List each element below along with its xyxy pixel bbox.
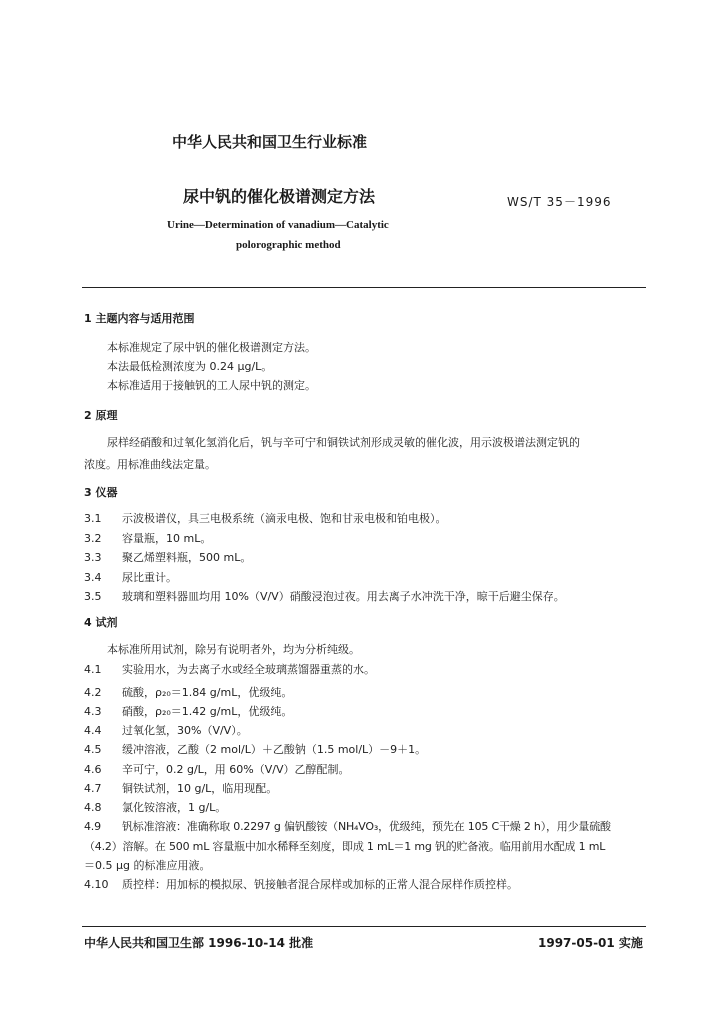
item-number: 3.5 <box>84 590 102 603</box>
list-item <box>84 741 426 757</box>
document-title-en-line1: Urine—Determination of vanadium—Catalytic <box>167 219 389 231</box>
item-number: 4.4 <box>84 724 102 737</box>
item-number: 4.7 <box>84 782 102 795</box>
item-text: 玻璃和塑料器皿均用 10%（V/V）硝酸浸泡过夜。用去离子水冲洗干净，晾干后避尘保存。 <box>122 590 565 603</box>
org-title: 中华人民共和国卫生行业标准 <box>172 133 368 151</box>
item-text: 缓冲溶液，乙酸（2 mol/L）＋乙酸钠（1.5 mol/L）－9＋1。 <box>122 743 427 756</box>
item-text: 聚乙烯塑料瓶，500 mL。 <box>122 551 252 564</box>
item-text: 示波极谱仪，具三电极系统（滴汞电极、饱和甘汞电极和铂电极）。 <box>122 512 447 525</box>
item-number: 4.9 <box>84 820 101 833</box>
item-text: 氯化铵溶液，1 g/L。 <box>122 801 227 814</box>
document-title-en-line2: polorographic method <box>236 239 341 251</box>
item-number: 3.2 <box>84 532 102 545</box>
list-item <box>84 761 350 777</box>
s2-line-1: 尿样经硝酸和过氧化氢消化后，钒与辛可宁和铜铁试剂形成灵敏的催化波，用示波极谱法测定钒的 <box>107 436 580 449</box>
list-item <box>84 661 375 677</box>
s4-intro: 本标准所用试剂，除另有说明者外，均为分析纯级。 <box>107 643 360 656</box>
item-text: 质控样：用加标的模拟尿、钒接触者混合尿样或加标的正常人混合尿样作质控样。 <box>122 878 518 891</box>
item-number: 4.10 <box>84 878 109 891</box>
item-text: 钒标准溶液：准确称取 0.2297 g 偏钒酸铵（NH₄VO₃，优级纯，预先在 105 C干燥 2 h），用少量硫酸 <box>122 820 611 833</box>
list-item <box>84 780 277 796</box>
s1-line-1: 本标准规定了尿中钒的催化极谱测定方法。 <box>107 341 316 354</box>
header-divider <box>82 287 646 288</box>
list-item <box>84 569 177 585</box>
list-item <box>84 549 251 565</box>
s1-line-2: 本法最低检测浓度为 0.24 μg/L。 <box>107 360 273 373</box>
item-number: 4.5 <box>84 743 102 756</box>
implementation-date: 1997-05-01 实施 <box>538 936 643 950</box>
item-text: 辛可宁，0.2 g/L，用 60%（V/V）乙醇配制。 <box>122 763 350 776</box>
item-text: 实验用水，为去离子水或经全玻璃蒸馏器重蒸的水。 <box>122 663 375 676</box>
section-3-heading: 3 仪器 <box>84 486 118 499</box>
item-number: 3.1 <box>84 512 102 525</box>
item-number: 4.6 <box>84 763 102 776</box>
item-text: 尿比重计。 <box>122 571 177 584</box>
item-text: 过氧化氢，30%（V/V）。 <box>122 724 248 737</box>
list-item <box>84 510 447 526</box>
item-number: 4.8 <box>84 801 102 814</box>
item-text: 铜铁试剂，10 g/L，临用现配。 <box>122 782 278 795</box>
s2-line-2: 浓度。用标准曲线法定量。 <box>84 458 216 471</box>
item-4-9-line-2: （4.2）溶解。在 500 mL 容量瓶中加水稀释至刻度，即成 1 mL＝1 mg 钒的贮备液。临用前用水配成 1 mL <box>84 840 606 853</box>
item-number: 3.4 <box>84 571 102 584</box>
s1-line-3: 本标准适用于接触钒的工人尿中钒的测定。 <box>107 379 316 392</box>
list-item <box>84 684 292 700</box>
section-2-heading: 2 原理 <box>84 409 118 422</box>
standard-number: WS/T 35－1996 <box>507 195 612 209</box>
document-title-cn: 尿中钒的催化极谱测定方法 <box>183 187 376 206</box>
item-text: 硝酸，ρ₂₀＝1.42 g/mL，优级纯。 <box>122 705 293 718</box>
approval-date: 中华人民共和国卫生部 1996-10-14 批准 <box>84 936 314 950</box>
footer-divider <box>82 926 646 927</box>
list-item <box>84 818 611 834</box>
list-item <box>84 722 248 738</box>
list-item <box>84 703 292 719</box>
item-number: 4.3 <box>84 705 102 718</box>
list-item <box>84 588 565 604</box>
item-4-9-line-3: ＝0.5 μg 的标准应用液。 <box>84 859 211 872</box>
list-item <box>84 876 518 892</box>
item-number: 4.2 <box>84 686 102 699</box>
item-number: 3.3 <box>84 551 102 564</box>
item-text: 硫酸，ρ₂₀＝1.84 g/mL，优级纯。 <box>122 686 293 699</box>
list-item <box>84 530 211 546</box>
item-number: 4.1 <box>84 663 102 676</box>
list-item <box>84 799 226 815</box>
item-text: 容量瓶，10 mL。 <box>122 532 212 545</box>
section-1-heading: 1 主题内容与适用范围 <box>84 312 195 325</box>
section-4-heading: 4 试剂 <box>84 616 118 629</box>
